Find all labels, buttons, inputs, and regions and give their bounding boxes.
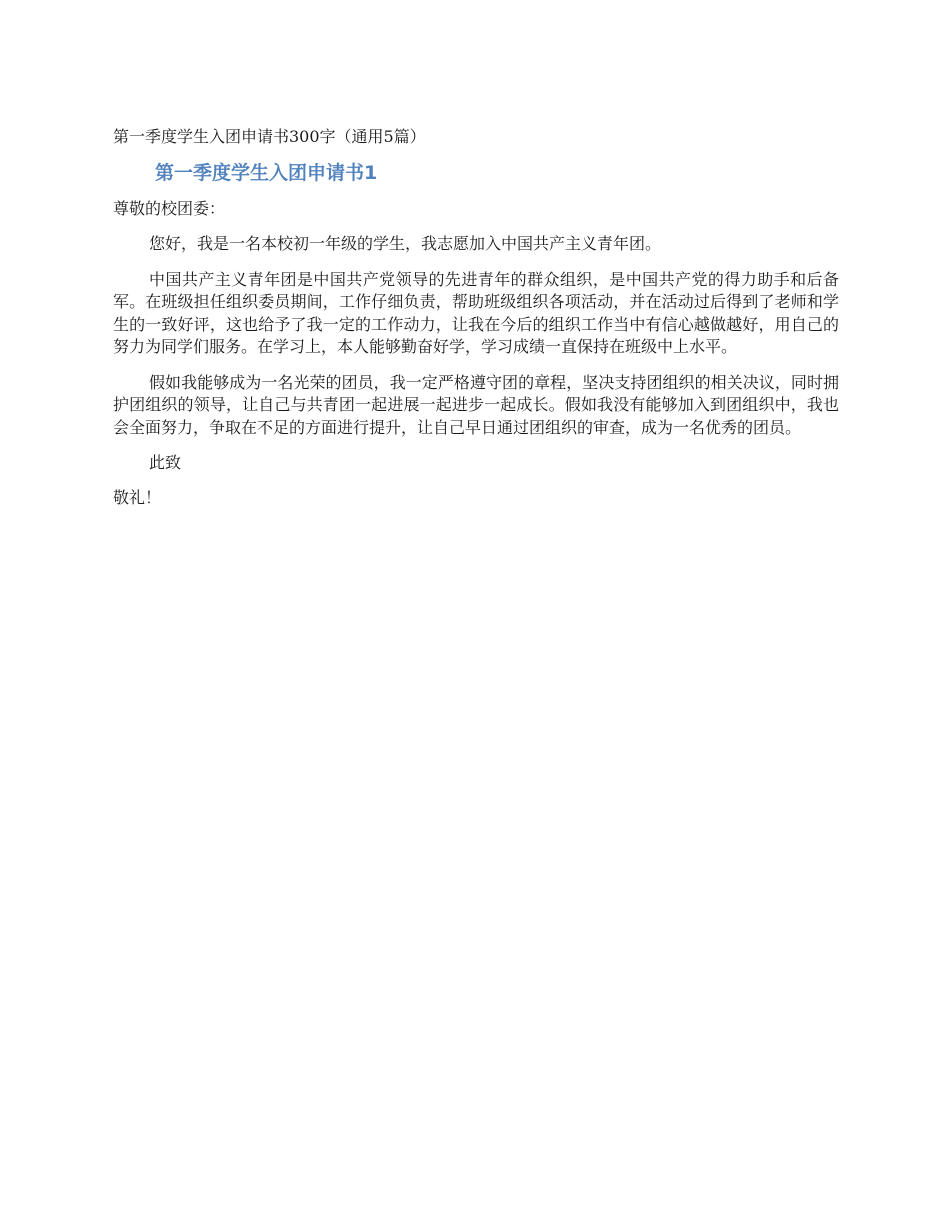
document-title: 第一季度学生入团申请书300字（通用5篇） xyxy=(113,127,426,146)
paragraph-commitment: 假如我能够成为一名光荣的团员，我一定严格遵守团的章程，坚决支持团组织的相关决议，同时拥护团组织的领导，让自己与共青团一起进展一起进步一起成长。假如我没有能够加入到团组织中，我也会全面努力，争取在不足的方面进行提升，让自己早日通过团组织的审查，成为一名优秀的团员。 xyxy=(113,372,839,437)
paragraph-about-league: 中国共产主义青年团是中国共产党领导的先进青年的群众组织，是中国共产党的得力助手和后备军。在班级担任组织委员期间，工作仔细负责，帮助班级组织各项活动，并在活动过后得到了老师和学生的一致好评，这也给予了我一定的工作动力，让我在今后的组织工作当中有信心越做越好，用自己的努力为同学们服务。在学习上，本人能够勤奋好学，学习成绩一直保持在班级中上水平。 xyxy=(113,269,839,356)
document-page xyxy=(113,126,839,509)
regards-line: 敬礼！ xyxy=(113,488,162,507)
closing-line: 此致 xyxy=(149,453,182,472)
paragraph-intro: 您好，我是一名本校初一年级的学生，我志愿加入中国共产主义青年团。 xyxy=(149,234,662,253)
salutation: 尊敬的校团委： xyxy=(113,199,226,218)
section-heading: 第一季度学生入团申请书1 xyxy=(155,162,378,184)
